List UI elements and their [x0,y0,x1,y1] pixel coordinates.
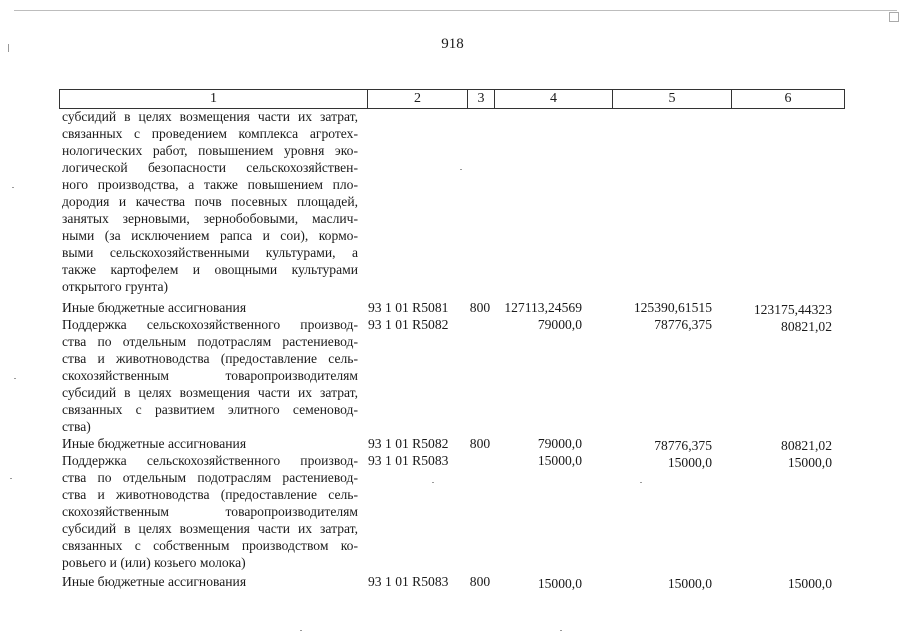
scan-dust [432,482,434,483]
text-line: ства по отдельным подотраслям растениевод- [62,334,358,349]
row-kvr: 800 [469,300,491,315]
text-line: ства и животноводства (предоставление сель- [62,487,358,502]
text-line: ства) [62,419,91,434]
text-line: субсидий в целях возмещения части их затрат, [62,521,358,536]
text-line: открытого грунта) [62,279,169,294]
row-value-col5: 78776,375 [654,317,712,332]
row-kvr: 800 [469,436,491,451]
text-line: Иные бюджетные ассигнования [62,574,247,589]
table-row-name [62,435,358,452]
text-line: ного производства, а также повышением пло- [62,177,358,192]
text-line: Поддержка сельскохозяйственного производ- [62,317,358,332]
row-kvr [467,316,493,333]
text-line: Иные бюджетные ассигнования [62,300,247,315]
scan-dust [640,482,642,483]
row-code: 93 1 01 R5082 [368,436,449,451]
row-kvr [467,452,493,469]
row-code: 93 1 01 R5083 [368,574,449,589]
row-value-col6: 80821,02 [781,319,832,334]
table-row-name [62,299,358,316]
page-number: 918 [441,36,464,52]
row-value-col4: 15000,0 [537,453,582,468]
row-value-col4: 79000,0 [537,317,582,332]
row-value-col4: 15000,0 [537,576,582,591]
row-value-col4: 79000,0 [537,436,582,451]
text-line: ными (за исключением рапса и сои), кормо- [62,228,358,243]
scan-dust [300,630,302,631]
text-line: связанных с собственным производством ко- [62,538,358,553]
header-col-6: 6 [784,91,792,106]
text-line: скохозяйственным товаропроизводителям [62,368,358,383]
scan-dust [560,630,562,631]
text-line: связанных с развитием элитного семеновод- [62,402,358,417]
text-line: занятых зерновыми, зернобобовыми, маслич- [62,211,358,226]
scan-dust [12,187,14,188]
table-row-name [62,452,358,571]
text-line: ровьего и (или) козьего молока) [62,555,246,570]
text-line: Иные бюджетные ассигнования [62,436,247,451]
row-value-col5: 15000,0 [667,455,712,470]
header-col-3: 3 [468,90,495,108]
row-value-col6: 15000,0 [787,576,832,591]
row-value-col4: 127113,24569 [504,300,582,315]
scan-corner-mark [889,12,899,22]
text-line: Поддержка сельскохозяйственного производ- [62,453,358,468]
row-value-col5: 78776,375 [654,438,712,453]
header-col-4: 4 [495,90,613,108]
scan-edge-line [14,10,897,11]
row-value-col5: 125390,61515 [633,300,712,315]
text-line: субсидий в целях возмещения части их затрат, [62,109,358,124]
text-line: дородия и качества почв посевных площадей, [62,194,358,209]
row-value-col5: 15000,0 [667,576,712,591]
header-col-1: 1 [60,90,368,108]
row-code: 93 1 01 R5081 [368,300,449,315]
text-line: выми сельскохозяйственными культурами, а [62,245,358,260]
text-line: нологических работ, повышением уровня эко- [62,143,358,158]
row-value-col6: 15000,0 [787,455,832,470]
table-row-name [62,573,358,590]
table-row-name [62,316,358,435]
row-code: 93 1 01 R5083 [368,453,449,468]
text-line: скохозяйственным товаропроизводителям [62,504,358,519]
text-line: ства по отдельным подотраслям растениевод- [62,470,358,485]
scan-dust [14,378,16,379]
row-value-col6: 80821,02 [781,438,832,453]
row-value-col6: 123175,44323 [753,302,832,317]
scan-dust [460,169,462,170]
scan-dust [10,478,12,479]
continuation-text [62,108,358,295]
header-col-5: 5 [613,90,732,108]
text-line: логической безопасности сельскохозяйствен- [62,160,358,175]
text-line: также картофелем и овощными культурами [62,262,358,277]
table-header-row [59,89,845,109]
text-line: субсидий в целях возмещения части их затрат, [62,385,358,400]
text-line: связанных с проведением комплекса агротех- [62,126,358,141]
text-line: ства и животноводства (предоставление сель- [62,351,358,366]
header-col-2: 2 [368,90,468,108]
row-code: 93 1 01 R5082 [368,317,449,332]
row-kvr: 800 [469,574,491,589]
